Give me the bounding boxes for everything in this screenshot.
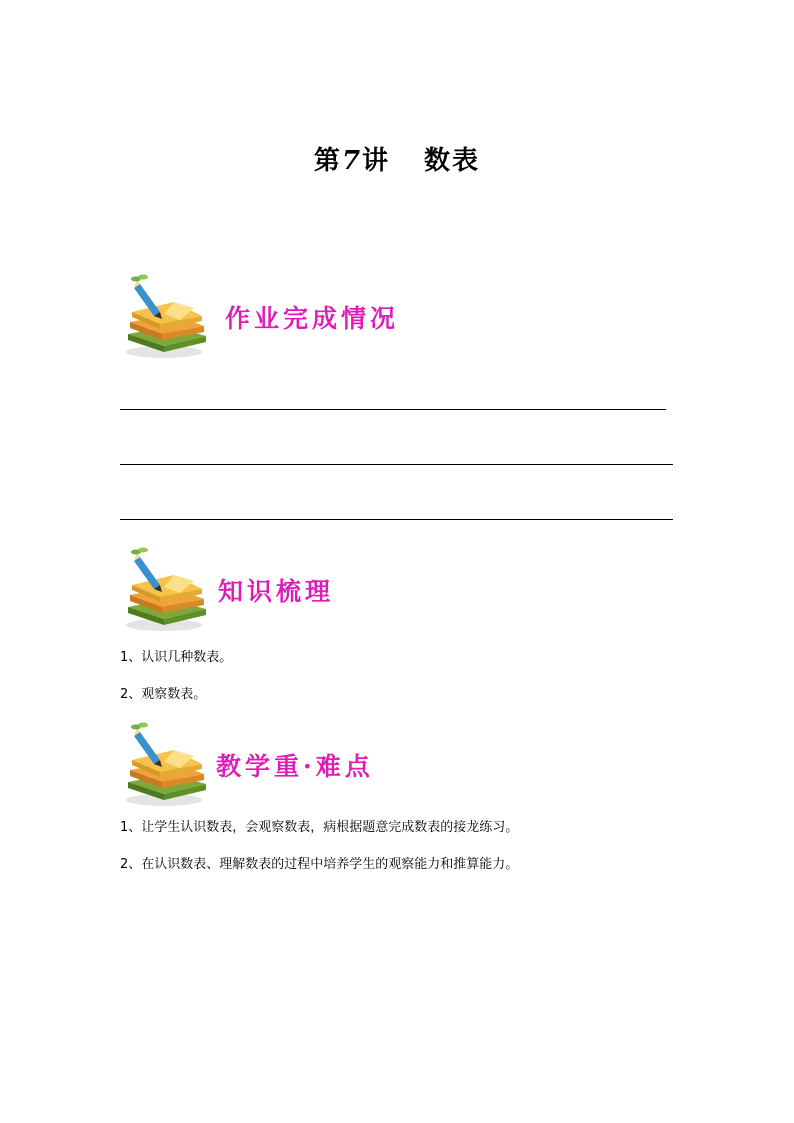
lecture-number: 7	[341, 146, 363, 176]
book-pencil-icon	[120, 545, 212, 633]
knowledge-item: 2、观察数表。	[120, 687, 207, 702]
book-pencil-icon	[120, 272, 212, 360]
section-title: 知识梳理	[218, 577, 335, 606]
book-pencil-icon	[120, 720, 212, 808]
answer-line	[120, 519, 673, 520]
answer-line	[120, 464, 673, 465]
title-prefix: 第	[313, 146, 342, 176]
key-point-item: 1、让学生认识数表，会观察数表，病根据题意完成数表的接龙练习。	[120, 820, 519, 835]
page-title	[0, 140, 794, 177]
title-unit: 讲	[362, 146, 391, 176]
answer-line	[120, 409, 666, 410]
section-key-points-header	[120, 720, 620, 810]
section-homework-header	[120, 272, 620, 362]
key-point-item: 2、在认识数表、理解数表的过程中培养学生的观察能力和推算能力。	[120, 857, 519, 872]
section-knowledge-header	[120, 545, 620, 635]
lecture-topic: 数表	[424, 146, 481, 176]
section-title: 教学重·难点	[216, 752, 374, 781]
section-title: 作业完成情况	[225, 304, 400, 333]
knowledge-item: 1、认识几种数表。	[120, 650, 233, 665]
